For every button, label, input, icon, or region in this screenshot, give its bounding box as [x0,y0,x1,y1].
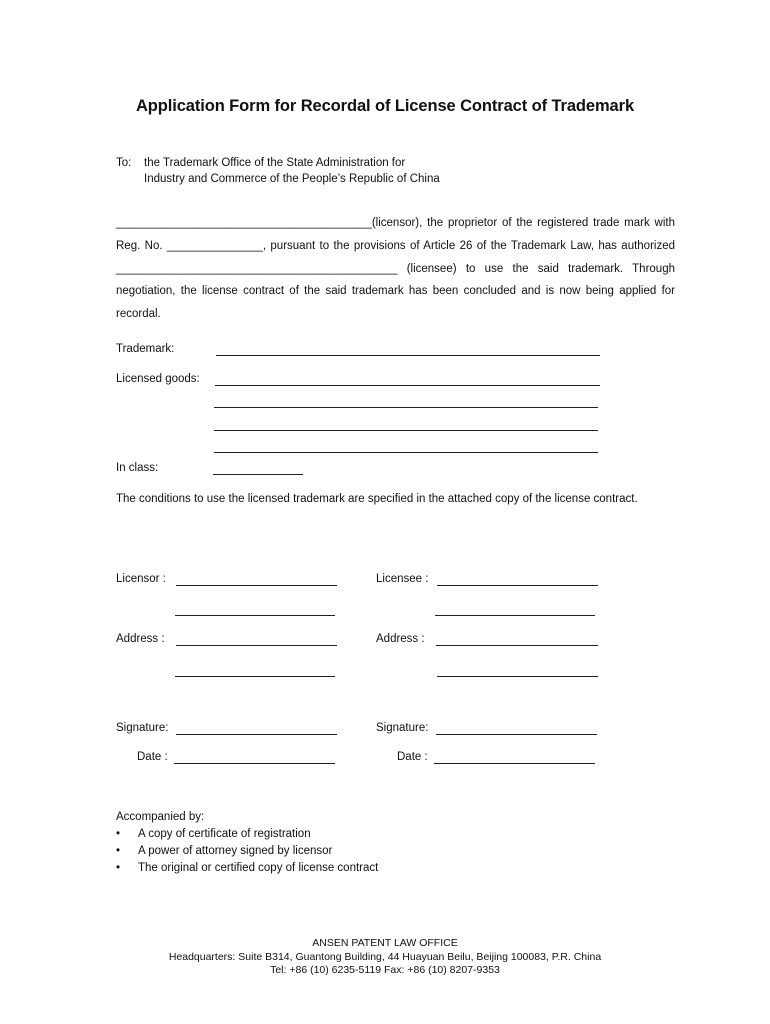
list-item [116,826,378,843]
page-title: Application Form for Recordal of License Contract of Trademark [135,97,635,115]
footer-address: Headquarters: Suite B314, Guantong Building, 44 Huayuan Beilu, Beijing 100083, P.R. China [168,950,602,963]
licensor-date-field[interactable] [174,763,335,764]
list-item-text: A power of attorney signed by licensor [138,845,333,857]
licensed-goods-field-4[interactable] [214,452,598,453]
licensor-address-field-1[interactable] [176,645,337,646]
licensor-signature-label: Signature: [116,722,169,734]
licensee-address-field-2[interactable] [437,676,598,677]
bullet-icon: • [116,845,121,857]
list-item-text: The original or certified copy of license contract [138,862,379,874]
list-item [116,843,378,860]
accompanied-list [116,826,378,877]
licensor-signature-field[interactable] [176,734,337,735]
licensee-blank[interactable]: ____________________________________________ [116,262,398,275]
addressee-line-1: the Trademark Office of the State Administration for [144,157,406,169]
intro-text-3: (licensee) to use the said trademark. Through negotiation, the license contract of the said trademark has been concluded and is now being applied for recordal. [116,262,675,321]
list-item [116,860,378,877]
addressee-block [116,155,440,187]
addressee-line-2: Industry and Commerce of the People’s Republic of China [144,173,440,185]
reg-no-blank[interactable]: _______________ [166,239,263,252]
licensor-label: Licensor : [116,573,166,585]
conditions-paragraph: The conditions to use the licensed trademark are specified in the attached copy of the license contract. [116,493,638,505]
licensee-label: Licensee : [376,573,429,585]
licensor-field-2[interactable] [175,615,335,616]
trademark-field[interactable] [216,355,600,356]
intro-text-2: , pursuant to the provisions of Article 26 of the Trademark Law, has authorized [262,239,676,252]
footer-contact: Tel: +86 (10) 6235-5119 Fax: +86 (10) 8207-9353 [270,964,500,976]
intro-text-1: (licensor), the proprietor of the registered trade mark with Reg. No. [116,217,675,252]
licensed-goods-field-1[interactable] [215,385,600,386]
bullet-icon: • [116,862,121,874]
licensee-signature-field[interactable] [436,734,597,735]
in-class-label: In class: [116,462,159,474]
licensee-address-field-1[interactable] [436,645,598,646]
accompanied-section [116,809,378,877]
licensed-goods-field-2[interactable] [214,407,598,408]
licensor-field-1[interactable] [176,585,337,586]
intro-paragraph [116,212,675,326]
footer [0,937,770,978]
licensee-field-1[interactable] [437,585,598,586]
licensee-date-label: Date : [397,751,428,763]
footer-firm-name: ANSEN PATENT LAW OFFICE [312,937,458,949]
in-class-field[interactable] [213,474,303,475]
to-label: To: [116,157,132,169]
licensor-blank[interactable]: ________________________________________ [116,217,372,229]
trademark-label: Trademark: [116,343,175,355]
licensee-date-field[interactable] [434,763,595,764]
licensed-goods-label: Licensed goods: [116,373,200,385]
licensee-signature-label: Signature: [376,722,429,734]
licensed-goods-field-3[interactable] [214,430,598,431]
licensor-address-field-2[interactable] [175,676,335,677]
licensor-address-label: Address : [116,633,165,645]
list-item-text: A copy of certificate of registration [138,828,311,840]
accompanied-heading: Accompanied by: [116,811,205,823]
licensor-date-label: Date : [137,751,168,763]
licensee-address-label: Address : [376,633,425,645]
licensee-field-2[interactable] [435,615,595,616]
bullet-icon: • [116,828,121,840]
